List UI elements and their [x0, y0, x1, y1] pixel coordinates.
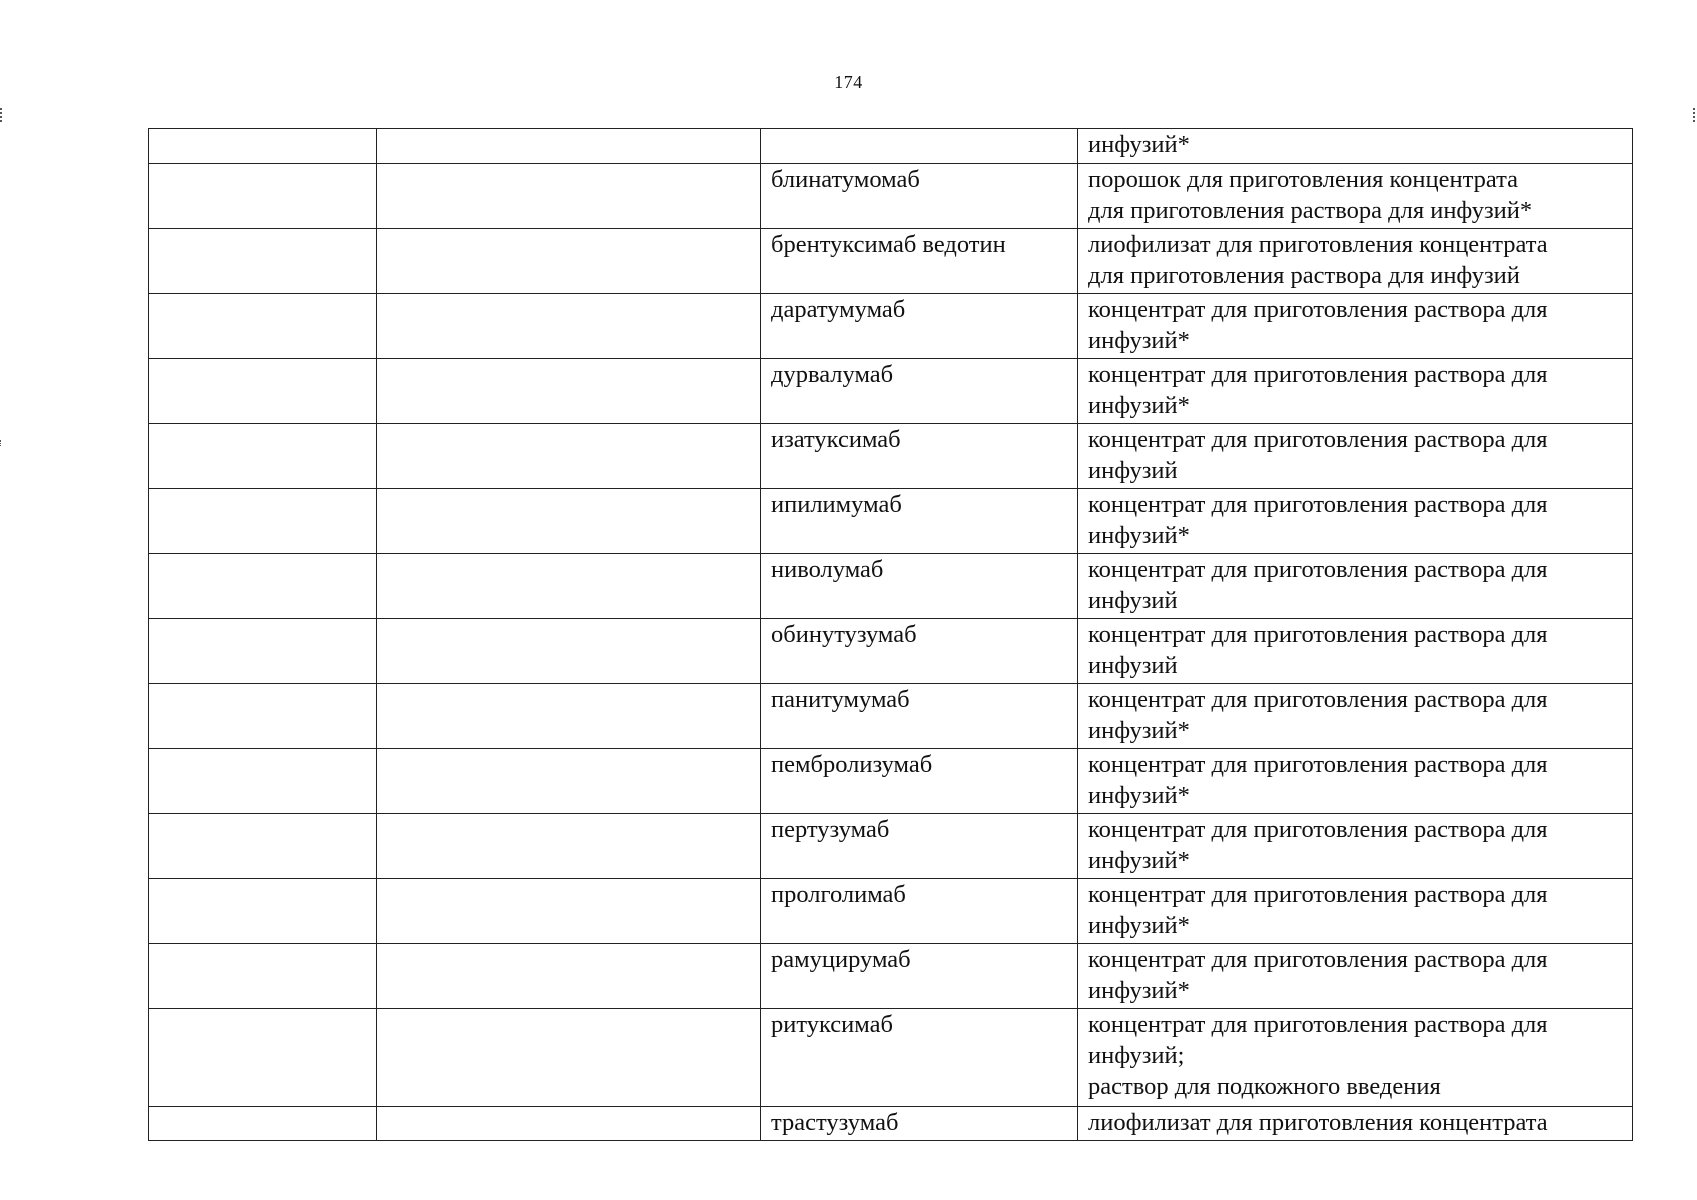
- dosage-form-cell: [1078, 229, 1633, 294]
- table-row: [149, 229, 1633, 294]
- dosage-form-line: инфузий*: [1088, 717, 1190, 744]
- drug-name: ритуксимаб: [771, 1011, 893, 1038]
- anatomical-group-cell: [377, 879, 761, 944]
- table-row: [149, 619, 1633, 684]
- dosage-form-line: концентрат для приготовления раствора для: [1088, 426, 1548, 453]
- anatomical-group-cell: [377, 129, 761, 164]
- dosage-form-line: инфузий*: [1088, 327, 1190, 354]
- dosage-form-line: инфузий: [1088, 457, 1178, 484]
- drug-name: пролголимаб: [771, 881, 906, 908]
- drug-name-cell: [761, 944, 1078, 1009]
- drug-name-cell: [761, 489, 1078, 554]
- dosage-form-line: концентрат для приготовления раствора для: [1088, 1011, 1548, 1038]
- atc-code-cell: [149, 489, 377, 554]
- atc-code-cell: [149, 424, 377, 489]
- medication-table-body: [149, 129, 1633, 1141]
- anatomical-group-cell: [377, 164, 761, 229]
- dosage-form-line: порошок для приготовления концентрата: [1088, 166, 1519, 193]
- table-row: [149, 944, 1633, 1009]
- dosage-form-cell: [1078, 359, 1633, 424]
- atc-code-cell: [149, 229, 377, 294]
- dosage-form-line: инфузий*: [1088, 131, 1190, 158]
- anatomical-group-cell: [377, 489, 761, 554]
- table-row: [149, 1107, 1633, 1141]
- dosage-form-line: инфузий*: [1088, 392, 1190, 419]
- table-row: [149, 814, 1633, 879]
- dosage-form-cell: [1078, 489, 1633, 554]
- table-row: [149, 554, 1633, 619]
- dosage-form-line: лиофилизат для приготовления концентрата: [1088, 1109, 1548, 1136]
- table-row: [149, 879, 1633, 944]
- dosage-form-cell: [1078, 749, 1633, 814]
- dosage-form-line: концентрат для приготовления раствора для: [1088, 361, 1548, 388]
- dosage-form-line: инфузий*: [1088, 782, 1190, 809]
- anatomical-group-cell: [377, 814, 761, 879]
- atc-code-cell: [149, 749, 377, 814]
- dosage-form-line: инфузий: [1088, 587, 1178, 614]
- drug-name-cell: [761, 229, 1078, 294]
- drug-name: панитумумаб: [771, 686, 910, 713]
- dosage-form-cell: [1078, 879, 1633, 944]
- anatomical-group-cell: [377, 749, 761, 814]
- atc-code-cell: [149, 1009, 377, 1107]
- anatomical-group-cell: [377, 684, 761, 749]
- dosage-form-line: концентрат для приготовления раствора для: [1088, 881, 1548, 908]
- anatomical-group-cell: [377, 424, 761, 489]
- drug-name-cell: [761, 1107, 1078, 1141]
- atc-code-cell: [149, 619, 377, 684]
- drug-name-cell: [761, 164, 1078, 229]
- atc-code-cell: [149, 684, 377, 749]
- dosage-form-cell: [1078, 619, 1633, 684]
- drug-name: дурвалумаб: [771, 361, 894, 388]
- dosage-form-cell: [1078, 814, 1633, 879]
- dosage-form-line: концентрат для приготовления раствора для: [1088, 686, 1548, 713]
- atc-code-cell: [149, 164, 377, 229]
- dosage-form-line: концентрат для приготовления раствора для: [1088, 946, 1548, 973]
- page-number: 174: [834, 72, 863, 92]
- drug-name-cell: [761, 684, 1078, 749]
- table-row: [149, 684, 1633, 749]
- table-row: [149, 164, 1633, 229]
- dosage-form-line: для приготовления раствора для инфузий*: [1088, 197, 1533, 224]
- drug-name-cell: [761, 619, 1078, 684]
- table-row: [149, 129, 1633, 164]
- dosage-form-line: лиофилизат для приготовления концентрата: [1088, 231, 1548, 258]
- atc-code-cell: [149, 879, 377, 944]
- drug-name-cell: [761, 554, 1078, 619]
- drug-name-cell: [761, 294, 1078, 359]
- drug-name: трастузумаб: [771, 1109, 899, 1136]
- dosage-form-cell: [1078, 294, 1633, 359]
- dosage-form-line: концентрат для приготовления раствора для: [1088, 556, 1548, 583]
- drug-name: обинутузумаб: [771, 621, 917, 648]
- dosage-form-line: инфузий: [1088, 652, 1178, 679]
- drug-name: ипилимумаб: [771, 491, 902, 518]
- anatomical-group-cell: [377, 554, 761, 619]
- table-row: [149, 489, 1633, 554]
- drug-name-cell: [761, 814, 1078, 879]
- drug-name: пембролизумаб: [771, 751, 933, 778]
- table-row: [149, 1009, 1633, 1107]
- dosage-form-line: концентрат для приготовления раствора для: [1088, 751, 1548, 778]
- table-row: [149, 359, 1633, 424]
- drug-name: брентуксимаб ведотин: [771, 231, 1006, 258]
- anatomical-group-cell: [377, 294, 761, 359]
- atc-code-cell: [149, 814, 377, 879]
- drug-name: рамуцирумаб: [771, 946, 911, 973]
- drug-name-cell: [761, 129, 1078, 164]
- dosage-form-line: концентрат для приготовления раствора для: [1088, 816, 1548, 843]
- dosage-form-line: инфузий*: [1088, 847, 1190, 874]
- drug-name: пертузумаб: [771, 816, 890, 843]
- anatomical-group-cell: [377, 944, 761, 1009]
- drug-name-cell: [761, 359, 1078, 424]
- dosage-form-line: концентрат для приготовления раствора для: [1088, 621, 1548, 648]
- dosage-form-cell: [1078, 944, 1633, 1009]
- dosage-form-cell: [1078, 684, 1633, 749]
- dosage-form-line: раствор для подкожного введения: [1088, 1073, 1441, 1100]
- drug-name-cell: [761, 424, 1078, 489]
- drug-name: блинатумомаб: [771, 166, 920, 193]
- scan-margin-mark: [0, 108, 4, 122]
- table-row: [149, 424, 1633, 489]
- atc-code-cell: [149, 294, 377, 359]
- dosage-form-line: инфузий*: [1088, 912, 1190, 939]
- dosage-form-cell: [1078, 424, 1633, 489]
- anatomical-group-cell: [377, 229, 761, 294]
- atc-code-cell: [149, 1107, 377, 1141]
- dosage-form-line: инфузий*: [1088, 522, 1190, 549]
- anatomical-group-cell: [377, 1009, 761, 1107]
- atc-code-cell: [149, 944, 377, 1009]
- dosage-form-line: инфузий;: [1088, 1042, 1185, 1069]
- dosage-form-line: для приготовления раствора для инфузий: [1088, 262, 1520, 289]
- anatomical-group-cell: [377, 619, 761, 684]
- dosage-form-line: инфузий*: [1088, 977, 1190, 1004]
- dosage-form-line: концентрат для приготовления раствора для: [1088, 491, 1548, 518]
- table-row: [149, 749, 1633, 814]
- scan-margin-mark: [1693, 108, 1697, 122]
- drug-name: даратумумаб: [771, 296, 906, 323]
- medication-table: [148, 128, 1633, 1141]
- dosage-form-cell: [1078, 554, 1633, 619]
- drug-name: ниволумаб: [771, 556, 884, 583]
- dosage-form-cell: [1078, 129, 1633, 164]
- anatomical-group-cell: [377, 359, 761, 424]
- dosage-form-cell: [1078, 1009, 1633, 1107]
- drug-name: изатуксимаб: [771, 426, 901, 453]
- scan-margin-mark: [0, 440, 3, 446]
- atc-code-cell: [149, 359, 377, 424]
- atc-code-cell: [149, 129, 377, 164]
- dosage-form-cell: [1078, 164, 1633, 229]
- atc-code-cell: [149, 554, 377, 619]
- drug-name-cell: [761, 749, 1078, 814]
- drug-name-cell: [761, 1009, 1078, 1107]
- dosage-form-cell: [1078, 1107, 1633, 1141]
- anatomical-group-cell: [377, 1107, 761, 1141]
- drug-name-cell: [761, 879, 1078, 944]
- table-row: [149, 294, 1633, 359]
- dosage-form-line: концентрат для приготовления раствора для: [1088, 296, 1548, 323]
